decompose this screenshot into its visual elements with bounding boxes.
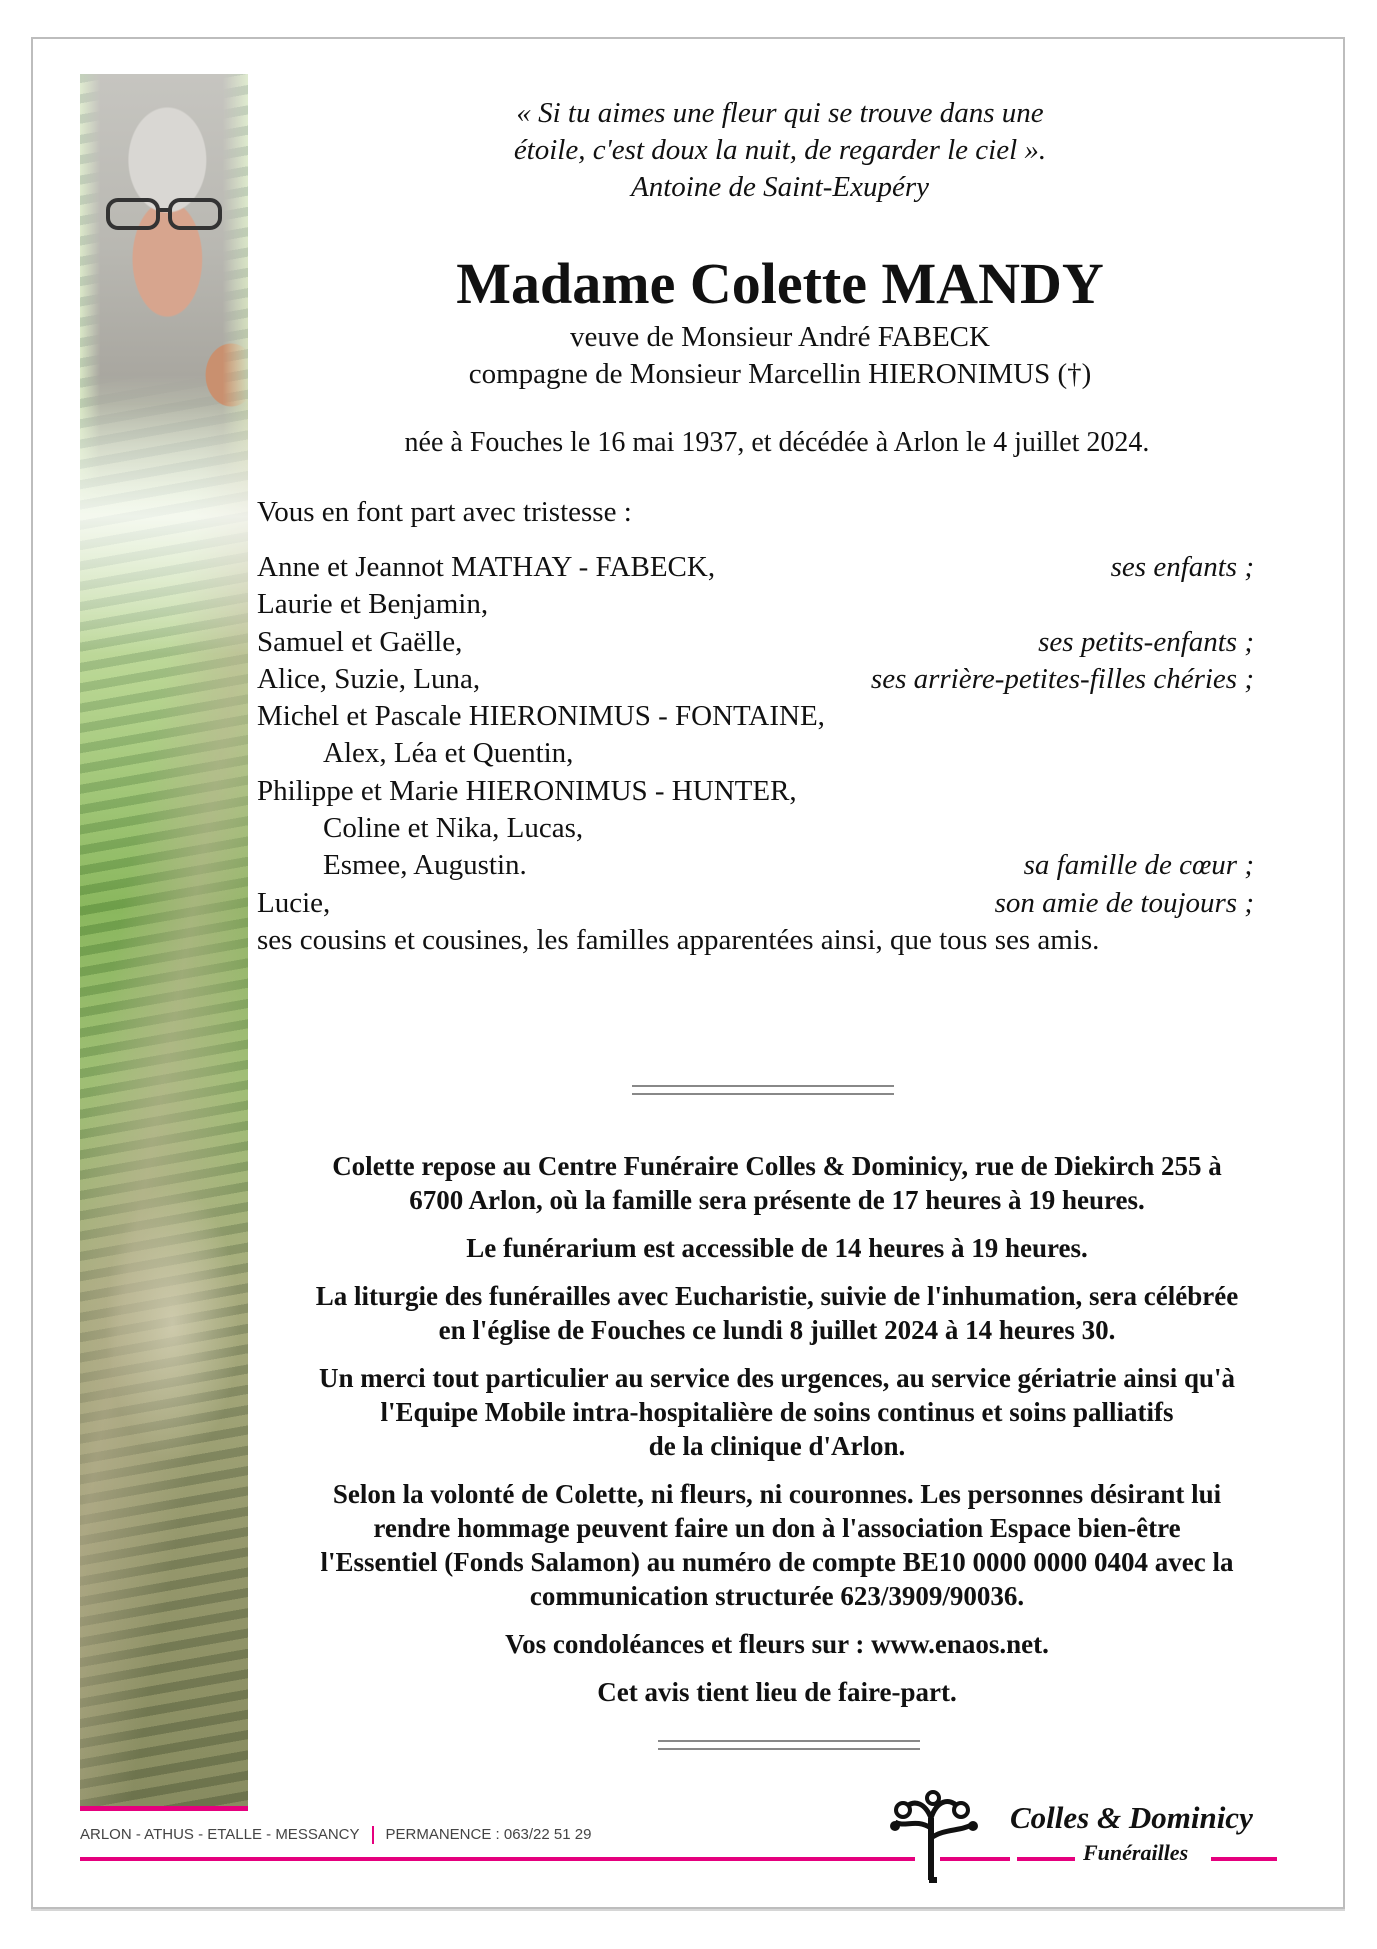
family-member: Philippe et Marie HIERONIMUS - HUNTER, xyxy=(257,774,797,807)
family-relation: son amie de toujours ; xyxy=(994,886,1254,919)
family-member: Alex, Léa et Quentin, xyxy=(323,737,574,770)
quote-line: étoile, c'est doux la nuit, de regarder le ciel ». xyxy=(513,134,1047,166)
details-paragraph xyxy=(257,1231,1297,1265)
funeral-home-logo xyxy=(885,1788,1285,1878)
widow-of: veuve de Monsieur André FABECK xyxy=(570,321,990,353)
deceased-name: Madame Colette MANDY xyxy=(456,251,1104,316)
funeral-details xyxy=(257,1149,1297,1723)
tree-icon xyxy=(885,1788,985,1883)
photo-accent-bar xyxy=(80,1806,248,1811)
logo-subtitle: Funérailles xyxy=(1083,1840,1189,1865)
photo-strip xyxy=(80,74,248,1810)
family-member: Laurie et Benjamin, xyxy=(257,588,489,621)
family-relation: ses enfants ; xyxy=(1110,551,1254,583)
details-line: Selon la volonté de Colette, ni fleurs, ni couronnes. Les personnes désirant lui xyxy=(332,1479,1222,1509)
relations xyxy=(380,319,1180,393)
family-intro: Vous en font part avec tristesse : xyxy=(257,496,632,528)
family-row xyxy=(257,847,1254,884)
family-row xyxy=(257,773,1254,810)
family-row xyxy=(257,922,1254,959)
details-line: Colette repose au Centre Funéraire Colles & Dominicy, rue de Diekirch 255 à xyxy=(332,1151,1222,1181)
photo-fade xyxy=(80,404,248,654)
details-paragraph xyxy=(257,1675,1297,1709)
family-relation: ses petits-enfants ; xyxy=(1038,625,1254,658)
details-paragraph xyxy=(257,1627,1297,1661)
details-paragraph xyxy=(257,1477,1297,1613)
details-paragraph xyxy=(257,1149,1297,1217)
details-line: Un merci tout particulier au service des urgences, au service gériatrie ainsi qu'à xyxy=(318,1363,1236,1393)
details-line: Le funérarium est accessible de 14 heures à 19 heures. xyxy=(466,1233,1088,1263)
glasses-detail xyxy=(100,194,230,234)
quote-line: « Si tu aimes une fleur qui se trouve dans une xyxy=(516,97,1044,129)
details-line: Cet avis tient lieu de faire-part. xyxy=(597,1677,957,1707)
family-member: Michel et Pascale HIERONIMUS - FONTAINE, xyxy=(257,700,825,733)
logo-name: Colles & Dominicy xyxy=(1010,1800,1253,1835)
details-line: Vos condoléances et fleurs sur : www.enaos.net. xyxy=(505,1629,1049,1659)
details-line: 6700 Arlon, où la famille sera présente de 17 heures à 19 heures. xyxy=(409,1185,1145,1215)
family-member: Alice, Suzie, Luna, xyxy=(257,662,481,695)
quote-author: Antoine de Saint-Exupéry xyxy=(631,171,929,203)
epigraph-quote xyxy=(420,95,1140,205)
family-row xyxy=(257,735,1254,772)
footer-locations: ARLON - ATHUS - ETALLE - MESSANCY xyxy=(80,1826,360,1843)
details-line: La liturgie des funérailles avec Eucharistie, suivie de l'inhumation, sera célébrée xyxy=(315,1281,1239,1311)
details-line: de la clinique d'Arlon. xyxy=(648,1431,906,1461)
details-line: rendre hommage peuvent faire un don à l'association Espace bien-être xyxy=(373,1513,1181,1543)
details-line: l'Essentiel (Fonds Salamon) au numéro de compte BE10 0000 0000 0404 avec la xyxy=(320,1547,1234,1577)
family-row xyxy=(257,698,1254,735)
details-line: communication structurée 623/3909/90036. xyxy=(529,1581,1025,1611)
family-row xyxy=(257,586,1254,623)
footer-accent-line xyxy=(80,1857,915,1861)
logo-line xyxy=(940,1857,1010,1861)
family-row xyxy=(257,661,1254,698)
family-row xyxy=(257,810,1254,847)
family-member: Esmee, Augustin. xyxy=(323,849,527,882)
details-line: l'Equipe Mobile intra-hospitalière de soins continus et soins palliatifs xyxy=(380,1397,1174,1427)
logo-line xyxy=(1211,1857,1277,1861)
footer-permanence: PERMANENCE : 063/22 51 29 xyxy=(385,1826,592,1843)
footer-separator xyxy=(372,1826,374,1844)
details-line: en l'église de Fouches ce lundi 8 juillet 2024 à 14 heures 30. xyxy=(438,1315,1116,1345)
logo-line xyxy=(1017,1857,1075,1861)
birth-death-dates: née à Fouches le 16 mai 1937, et décédée à Arlon le 4 juillet 2024. xyxy=(404,427,1150,458)
family-row xyxy=(257,549,1254,586)
family-member: Anne et Jeannot MATHAY - FABECK, xyxy=(257,551,716,583)
family-member: Coline et Nika, Lucas, xyxy=(323,812,584,845)
family-row xyxy=(257,624,1254,661)
family-member: Samuel et Gaëlle, xyxy=(257,625,463,658)
family-relation: sa famille de cœur ; xyxy=(1023,849,1254,882)
divider xyxy=(658,1740,920,1750)
family-row xyxy=(257,885,1254,922)
details-paragraph xyxy=(257,1361,1297,1463)
family-member: ses cousins et cousines, les familles apparentées ainsi, que tous ses amis. xyxy=(257,923,1100,956)
footer-info xyxy=(80,1826,591,1844)
family-member: Lucie, xyxy=(257,886,331,919)
family-relation: ses arrière-petites-filles chéries ; xyxy=(870,662,1254,695)
companion-of: compagne de Monsieur Marcellin HIERONIMUS (†) xyxy=(468,358,1092,390)
divider xyxy=(632,1085,894,1095)
details-paragraph xyxy=(257,1279,1297,1347)
family-list xyxy=(257,549,1254,959)
